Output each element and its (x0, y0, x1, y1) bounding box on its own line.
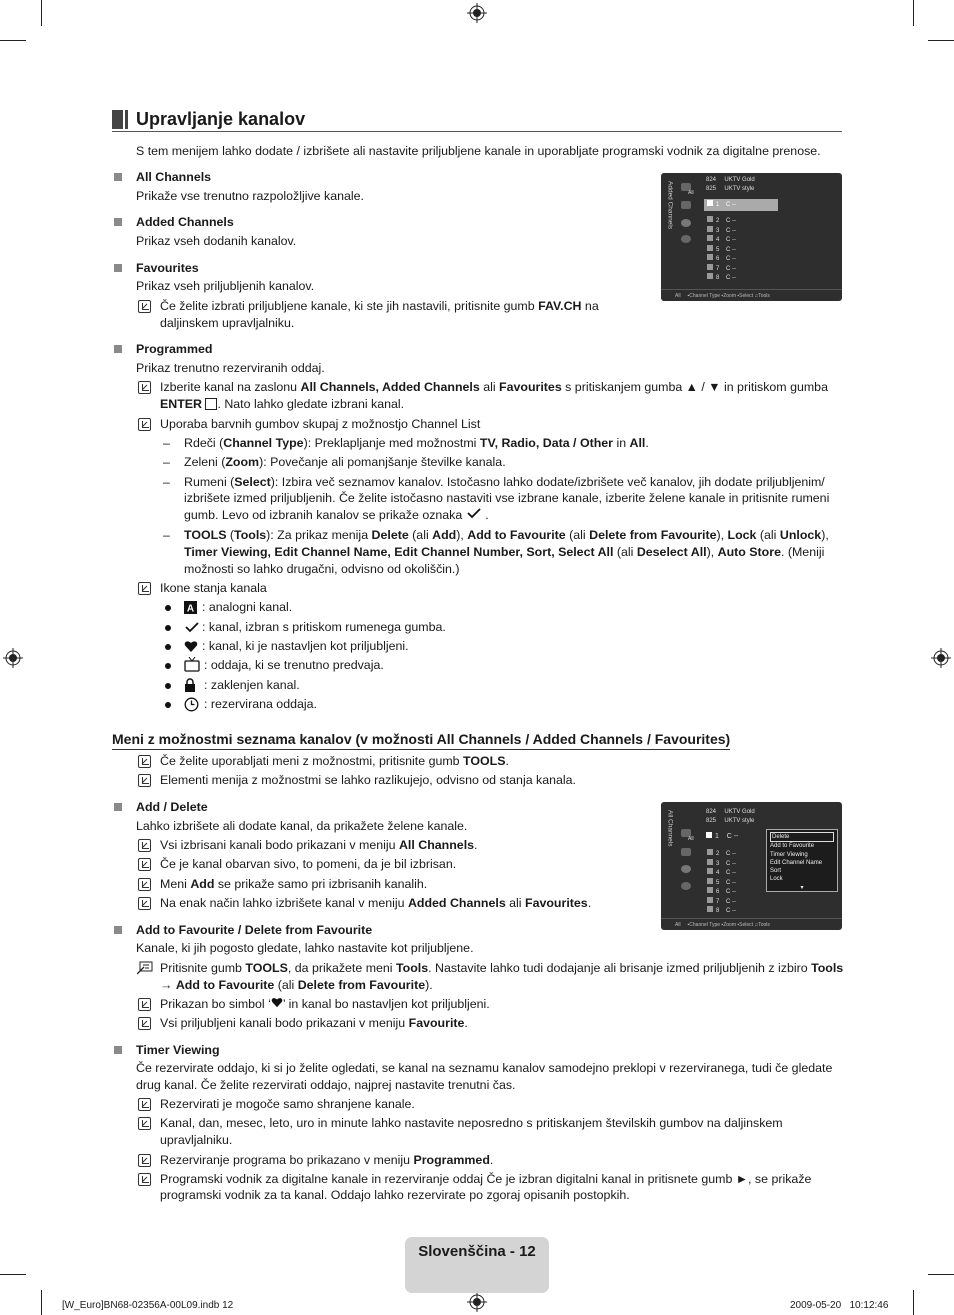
crop-mark (928, 40, 954, 41)
crop-mark (41, 1290, 42, 1315)
clock-icon (184, 697, 199, 712)
channel-row: 5 C -- (707, 245, 736, 255)
status-text: : zaklenjen kanal. (204, 678, 300, 692)
added-channels-desc: Prikaz vseh dodanih kanalov. (136, 234, 297, 248)
timer-note-4: Programski vodnik za digitalne kanale in rezerviranje oddaj Če je izbran digitalni kanal in pritisnete gumb ►, se prikaže (160, 1172, 812, 1186)
globe-icon (681, 235, 691, 243)
bullet-square (114, 345, 122, 353)
enter-icon (205, 398, 217, 410)
programmed-heading: Programmed (136, 342, 213, 356)
note-icon (138, 1017, 151, 1030)
note-icon (138, 582, 151, 595)
all-channels-heading: All Channels (136, 170, 212, 184)
all-channels-desc: Prikaže vse trenutno razpoložljive kanale. (136, 189, 364, 203)
tools-menu-item[interactable]: Add to Favourite (770, 843, 815, 850)
timer-desc-1: Če rezervirate oddajo, ki si jo želite ogledati, se kanal na seznamu kanalov samodejno preklopi v rezerviranega, tudi če gledate (136, 1061, 833, 1075)
crop-mark (913, 0, 914, 26)
bullet-square (114, 926, 122, 934)
bullet-dot (165, 644, 171, 650)
status-text: : analogni kanal. (202, 600, 293, 614)
icon-label: All (688, 836, 694, 842)
note-icon (138, 998, 151, 1011)
bullet-dot (165, 663, 171, 669)
channel-rows (707, 216, 736, 283)
crop-mark (0, 1274, 26, 1275)
checkmark-icon (184, 621, 200, 634)
screen-side-label: All Channels (666, 810, 674, 847)
timer-note-3: Rezerviranje programa bo prikazano v meniju Programmed. (160, 1153, 494, 1167)
dash: – (163, 455, 170, 469)
note-icon (138, 897, 151, 910)
options-note-1: Če želite uporabljati meni z možnostmi, pritisnite gumb TOOLS. (160, 754, 509, 768)
note-icon (138, 858, 151, 871)
tools-text-2: Timer Viewing, Edit Channel Name, Edit Channel Number, Sort, Select All (ali Deselect All), Auto Store. (Meniji (184, 545, 825, 559)
registration-mark-icon (467, 1292, 487, 1312)
tools-icon (137, 961, 153, 975)
add-fav-heading: Add to Favourite / Delete from Favourite (136, 923, 373, 937)
tools-menu-item[interactable]: Sort (770, 868, 782, 875)
channel-rows (707, 849, 736, 916)
programmed-note-1-cont: ENTER . Nato lahko gledate izbrani kanal. (160, 397, 405, 411)
tools-text-3: možnosti so lahko drugačni, odvisno od okoliščin.) (184, 562, 460, 576)
red-button-text: Rdeči (Channel Type): Preklapljanje med možnostmi TV, Radio, Data / Other in All. (184, 436, 649, 450)
intro-text: S tem menijem lahko dodate / izbrišete ali nastavite priljubljene kanale in uporabljate programski vodnik za digitalne prenose. (136, 144, 821, 158)
green-button-text: Zeleni (Zoom): Povečanje ali pomanjšanje številke kanala. (184, 455, 506, 469)
heart-icon (184, 640, 198, 653)
add-delete-note-4: Na enak način lahko izbrišete kanal v meniju Added Channels ali Favourites. (160, 896, 592, 910)
bullet-dot (165, 702, 171, 708)
footer-file: [W_Euro]BN68-02356A-00L09.indb 12 (62, 1300, 234, 1311)
timer-heading: Timer Viewing (136, 1043, 220, 1057)
top-channels: 824 UKTV Gold 825 UKTV style (706, 177, 755, 192)
more-arrow-icon[interactable]: ▾ (800, 884, 804, 891)
bullet-dot (165, 605, 171, 611)
screen-side-label: Added Channels (666, 181, 674, 230)
selected-channel-row[interactable]: 1 C -- (706, 832, 738, 842)
channel-row: 2 C -- (707, 849, 736, 859)
tools-popup-menu (766, 829, 838, 892)
options-menu-heading: Meni z možnostmi seznama kanalov (v možnosti All Channels / Added Channels / Favourites) (112, 730, 730, 750)
note-icon (138, 381, 151, 394)
channel-row: 7 C -- (707, 897, 736, 907)
timer-note-2: Kanal, dan, mesec, leto, uro in minute lahko nastavite neposredno s pritiskanjem številskih gumbov na daljinskem (160, 1116, 783, 1130)
status-text: : rezervirana oddaja. (204, 697, 317, 711)
lock-icon (184, 678, 196, 693)
bullet-square (114, 264, 122, 272)
note-icon (138, 1098, 151, 1111)
tools-menu-item[interactable]: Timer Viewing (770, 851, 808, 858)
note-icon (138, 418, 151, 431)
programmed-desc: Prikaz trenutno rezerviranih oddaj. (136, 361, 325, 375)
channel-row: 6 C -- (707, 254, 736, 264)
note-icon (138, 1117, 151, 1130)
channel-row: 5 C -- (707, 878, 736, 888)
bullet-square (114, 173, 122, 181)
screen-footer: All ▪Channel Type ▪Zoom ▪Select ♫Tools (661, 289, 842, 301)
added-channels-heading: Added Channels (136, 215, 234, 229)
channel-row: 3 C -- (707, 859, 736, 869)
favourites-note-cont: daljinskem upravljalniku. (160, 316, 295, 330)
tools-text: TOOLS (Tools): Za prikaz menija Delete (ali Add), Add to Favourite (ali Delete from Favourite), Lock (ali Unlock), (184, 528, 829, 542)
add-fav-note-1: Pritisnite gumb TOOLS, da prikažete meni Tools. Nastavite lahko tudi dodajanje ali brisanje izmed priljubljenih z izbiro Tools (160, 961, 844, 975)
note-icon (138, 300, 151, 313)
options-note-2: Elementi menija z možnostmi se lahko razlikujejo, odvisno od stanja kanala. (160, 773, 576, 787)
channel-row: 8 C -- (707, 273, 736, 283)
tools-menu-screen (661, 802, 842, 930)
checkmark-icon (466, 507, 482, 519)
dash: – (163, 436, 170, 450)
bullet-dot (165, 683, 171, 689)
bullet-square (114, 218, 122, 226)
status-text: : kanal, ki je nastavljen kot priljubljeni. (202, 639, 409, 653)
add-fav-note-3: Vsi priljubljeni kanali bodo prikazani v meniju Favourite. (160, 1016, 468, 1030)
crop-mark (0, 40, 26, 41)
crop-mark (928, 1274, 954, 1275)
globe-icon (681, 882, 691, 890)
note-icon (138, 755, 151, 768)
heart-icon (681, 219, 691, 227)
tools-menu-item-delete[interactable]: Delete (770, 832, 834, 842)
note-icon (138, 1154, 151, 1167)
add-delete-note-3: Meni Add se prikaže samo pri izbrisanih kanalih. (160, 877, 428, 891)
page-title (112, 108, 842, 132)
channel-row: 4 C -- (707, 235, 736, 245)
tv-icon (184, 657, 200, 672)
tools-menu-item[interactable]: Edit Channel Name (770, 859, 823, 866)
top-channels: 824 UKTV Gold 825 UKTV style (706, 809, 755, 824)
crop-mark (913, 1290, 914, 1315)
page-number-badge (405, 1237, 549, 1293)
registration-mark-icon (3, 648, 23, 668)
favourites-heading: Favourites (136, 261, 199, 275)
status-text: : kanal, izbran s pritiskom rumenega gumba. (202, 620, 446, 634)
add-fav-note-2: Prikazan bo simbol ‘ ’ in kanal bo nastavljen kot priljubljeni. (160, 997, 490, 1011)
yellow-button-text-3: gumb. Levo od izbranih kanalov se prikaže oznaka . (184, 508, 489, 522)
page-title-text: Upravljanje kanalov (136, 109, 306, 129)
add-delete-heading: Add / Delete (136, 800, 208, 814)
favourites-note: Če želite izbrati priljubljene kanale, ki ste jih nastavili, pritisnite gumb FAV.CH na (160, 299, 599, 313)
heart-icon (681, 865, 691, 873)
channel-row: 7 C -- (707, 264, 736, 274)
channel-row: 3 C -- (707, 226, 736, 236)
add-delete-note-2: Če je kanal obarvan sivo, to pomeni, da je bil izbrisan. (160, 857, 457, 871)
svg-text:A: A (186, 603, 195, 614)
channel-row: 8 C -- (707, 906, 736, 916)
dash: – (163, 475, 170, 489)
add-fav-note-1-cont: → Add to Favourite (ali Delete from Favourite). (160, 978, 433, 992)
page-number: Slovenščina - 12 (418, 1243, 536, 1260)
heart-icon (271, 997, 283, 1008)
registration-mark-icon (467, 3, 487, 23)
add-delete-desc: Lahko izbrišete ali dodate kanal, da prikažete želene kanale. (136, 819, 468, 833)
timer-desc-2: drug kanal. Če želite rezervirati oddajo, najprej nastavite trenutni čas. (136, 1078, 516, 1092)
timer-note-2-cont: upravljalniku. (160, 1133, 233, 1147)
programmed-note-2: Uporaba barvnih gumbov skupaj z možnostjo Channel List (160, 417, 481, 431)
note-icon (138, 1173, 151, 1186)
note-icon (138, 774, 151, 787)
programmed-note-1: Izberite kanal na zaslonu All Channels, Added Channels ali Favourites s pritiskanjem gumba ▲ / ▼ in pritiskom gumba (160, 380, 828, 394)
bullet-dot (165, 625, 171, 631)
tools-menu-item[interactable]: Lock (770, 876, 783, 883)
icon-label: All (688, 190, 694, 196)
timer-note-1: Rezervirati je mogoče samo shranjene kanale. (160, 1097, 415, 1111)
timer-note-4-cont: programski vodnik za ta kanal. Oddajo lahko rezervirate po zgoraj opisanih postopkih. (160, 1188, 630, 1202)
channel-row: 6 C -- (707, 887, 736, 897)
registration-mark-icon (931, 648, 951, 668)
note-icon (138, 839, 151, 852)
crop-mark (41, 0, 42, 26)
channel-row: 2 C -- (707, 216, 736, 226)
channel-list-screen (661, 173, 842, 301)
tv-icon (681, 848, 691, 856)
footer-date: 2009-05-20 10:12:46 (790, 1300, 889, 1311)
channel-row: 4 C -- (707, 868, 736, 878)
status-icons-heading: Ikone stanja kanala (160, 581, 267, 595)
screen-footer: All ▪Channel Type ▪Zoom ▪Select ♫Tools (661, 918, 842, 930)
analog-channel-icon (184, 601, 197, 614)
note-icon (138, 878, 151, 891)
bullet-square (114, 803, 122, 811)
favourites-desc: Prikaz vseh priljubljenih kanalov. (136, 279, 315, 293)
yellow-button-text-2: izbrišete izmed priljubljenih. Če želite istočasno nastaviti vse izbrane kanale, izberite želene kanale in pritisnite rumeni (184, 491, 830, 505)
selected-channel-row[interactable]: 1 C -- (704, 199, 778, 211)
yellow-button-text: Rumeni (Select): Izbira več seznamov kanalov. Istočasno lahko dodate/izbrišete več kanalov, jih dodate priljubljenim/ (184, 475, 825, 489)
bullet-square (114, 1046, 122, 1054)
status-text: : oddaja, ki se trenutno predvaja. (204, 658, 384, 672)
add-fav-desc: Kanale, ki jih pogosto gledate, lahko nastavite kot priljubljene. (136, 941, 474, 955)
add-delete-note-1: Vsi izbrisani kanali bodo prikazani v meniju All Channels. (160, 838, 478, 852)
dash: – (163, 528, 170, 542)
tv-icon (681, 201, 691, 209)
